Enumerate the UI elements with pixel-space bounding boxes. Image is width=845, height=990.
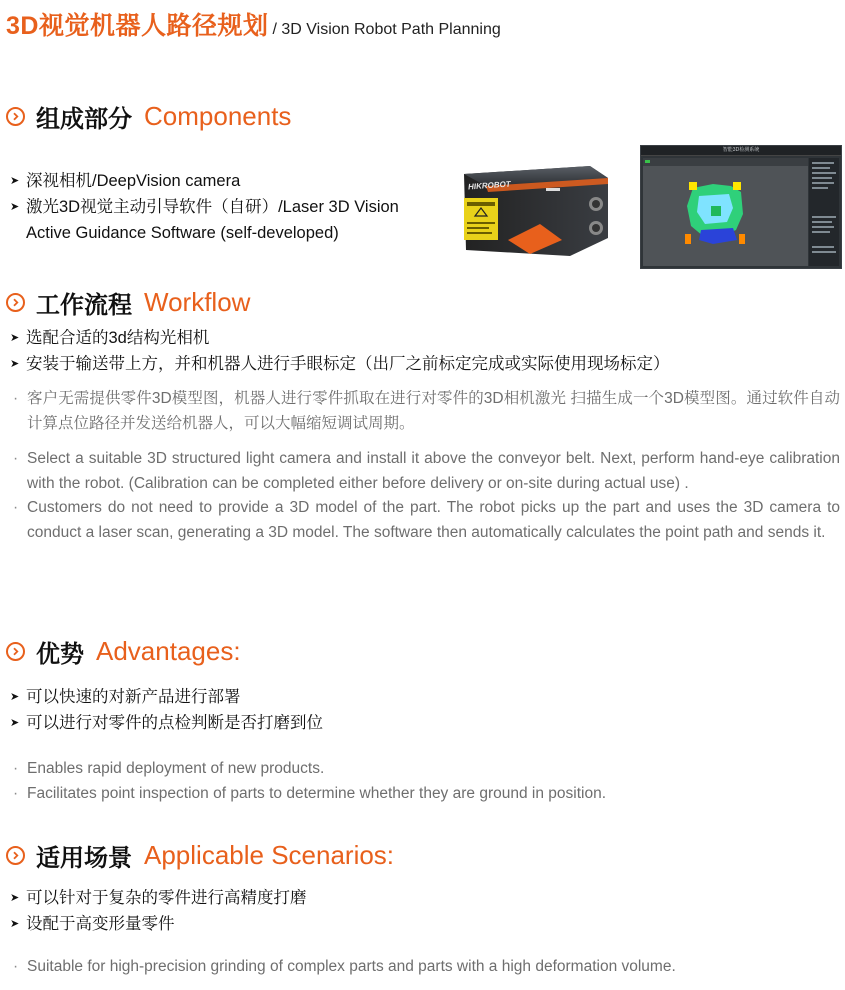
dot-bullet-icon: ·: [13, 499, 19, 516]
chevron-right-icon: [6, 642, 25, 661]
list-item: ➤ 可以快速的对新产品进行部署: [10, 684, 840, 710]
section-title-cn: 工作流程: [36, 292, 132, 319]
camera-image: [458, 160, 616, 262]
note-item: · Facilitates point inspection of parts to determine whether they are ground in position.: [10, 782, 840, 807]
dot-bullet-icon: ·: [13, 784, 19, 802]
section-title-cn: 适用场景: [36, 845, 132, 872]
list-item: ➤ 可以进行对零件的点检判断是否打磨到位: [10, 710, 840, 736]
chevron-right-icon: [6, 846, 25, 865]
arrow-bullet-icon: ➤: [10, 332, 20, 344]
section-heading-scenarios: [6, 838, 394, 873]
dot-bullet-icon: ·: [13, 958, 19, 975]
camera-brand-label: HIKROBOT: [467, 179, 511, 192]
scenarios-notes: [10, 955, 840, 980]
arrow-bullet-icon: ➤: [10, 201, 20, 213]
note-item: · 客户无需提供零件3D模型图，机器人进行零件抓取在进行对零件的3D相机激光 扫描生成一个3D模型图。通过软件自动计算点位路径并发送给机器人，可以大幅缩短调试周期。: [10, 387, 840, 436]
arrow-bullet-icon: ➤: [10, 358, 20, 370]
list-item: ➤ 激光3D视觉主动引导软件（自研）/Laser 3D Vision: [10, 194, 440, 220]
list-item: ➤ 深视相机/DeepVision camera: [10, 168, 440, 194]
section-title-en: Advantages:: [96, 636, 241, 666]
list-item: ➤ 选配合适的3d结构光相机: [10, 325, 840, 351]
scenarios-list: [10, 885, 840, 937]
list-item-continuation: Active Guidance Software (self-developed): [26, 224, 339, 242]
section-title-en: Components: [144, 101, 292, 131]
section-heading-components: [6, 99, 291, 134]
page-title-en: / 3D Vision Robot Path Planning: [272, 21, 501, 38]
section-title-cn: 组成部分: [36, 106, 132, 133]
list-item: ➤ 安装于输送带上方，并和机器人进行手眼标定（出厂之前标定完成或实际使用现场标定）: [10, 351, 840, 377]
arrow-bullet-icon: ➤: [10, 691, 20, 703]
software-screenshot: [640, 145, 842, 269]
note-item: · Customers do not need to provide a 3D model of the part. The robot picks up the part and uses the 3D camera to conduct a laser scan, generating a 3D model. The software then automatically calculates the point path and sends it.: [10, 496, 840, 545]
arrow-bullet-icon: ➤: [10, 717, 20, 729]
section-heading-advantages: [6, 634, 241, 669]
advantages-list: [10, 684, 840, 736]
page-title: [6, 6, 501, 42]
list-item: ➤ 设配于高变形量零件: [10, 911, 840, 937]
section-title-cn: 优势: [36, 641, 84, 668]
workflow-notes-cn: [10, 387, 840, 436]
dot-bullet-icon: ·: [13, 390, 19, 407]
list-item: ➤ 可以针对于复杂的零件进行高精度打磨: [10, 885, 840, 911]
screenshot-title-bar: [641, 146, 841, 156]
workflow-notes-en: [10, 447, 840, 545]
arrow-bullet-icon: ➤: [10, 892, 20, 904]
dot-bullet-icon: ·: [13, 450, 19, 467]
note-item: · Select a suitable 3D structured light camera and install it above the conveyor belt. Next, perform hand-eye calibration with the robot. (Calibration can be completed either before delivery or on-site during actual use) .: [10, 447, 840, 496]
arrow-bullet-icon: ➤: [10, 918, 20, 930]
section-title-en: Workflow: [144, 287, 251, 317]
chevron-right-icon: [6, 293, 25, 312]
workflow-list: [10, 325, 840, 377]
note-item: · Enables rapid deployment of new products.: [10, 757, 840, 782]
advantages-notes: [10, 757, 840, 806]
section-heading-workflow: [6, 285, 250, 320]
section-title-en: Applicable Scenarios:: [144, 840, 395, 870]
note-item: · Suitable for high-precision grinding of complex parts and parts with a high deformation volume.: [10, 955, 840, 980]
page-title-cn: 3D视觉机器人路径规划: [6, 12, 269, 40]
screenshot-title: 智能3D检测系统: [722, 147, 760, 153]
chevron-right-icon: [6, 107, 25, 126]
components-list: [10, 168, 440, 246]
arrow-bullet-icon: ➤: [10, 175, 20, 187]
dot-bullet-icon: ·: [13, 760, 19, 777]
